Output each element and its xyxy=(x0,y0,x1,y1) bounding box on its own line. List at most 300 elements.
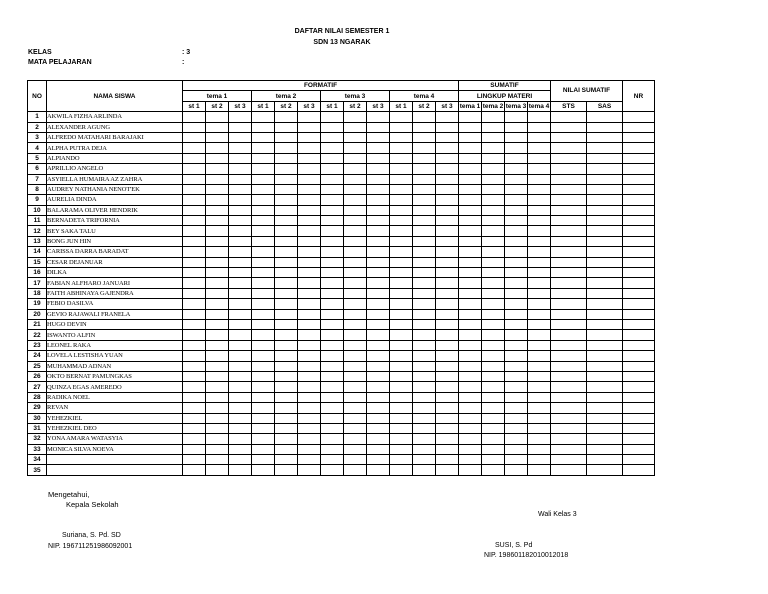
grade-cell[interactable] xyxy=(623,174,655,184)
grade-cell[interactable] xyxy=(623,226,655,236)
grade-cell[interactable] xyxy=(206,174,229,184)
grade-cell[interactable] xyxy=(344,413,367,423)
grade-cell[interactable] xyxy=(252,330,275,340)
grade-cell[interactable] xyxy=(183,143,206,153)
grade-cell[interactable] xyxy=(206,195,229,205)
grade-cell[interactable] xyxy=(229,288,252,298)
grade-cell[interactable] xyxy=(275,319,298,329)
grade-cell[interactable] xyxy=(275,392,298,402)
grade-cell[interactable] xyxy=(183,299,206,309)
grade-cell[interactable] xyxy=(206,361,229,371)
grade-cell[interactable] xyxy=(321,184,344,194)
grade-cell[interactable] xyxy=(390,434,413,444)
grade-cell[interactable] xyxy=(252,371,275,381)
grade-cell[interactable] xyxy=(505,444,528,454)
grade-cell[interactable] xyxy=(528,361,551,371)
grade-cell[interactable] xyxy=(551,340,587,350)
grade-cell[interactable] xyxy=(505,184,528,194)
grade-cell[interactable] xyxy=(505,153,528,163)
grade-cell[interactable] xyxy=(459,371,482,381)
grade-cell[interactable] xyxy=(413,299,436,309)
grade-cell[interactable] xyxy=(252,216,275,226)
grade-cell[interactable] xyxy=(229,216,252,226)
grade-cell[interactable] xyxy=(298,236,321,246)
grade-cell[interactable] xyxy=(623,236,655,246)
grade-cell[interactable] xyxy=(551,288,587,298)
grade-cell[interactable] xyxy=(298,351,321,361)
grade-cell[interactable] xyxy=(321,278,344,288)
grade-cell[interactable] xyxy=(551,112,587,122)
grade-cell[interactable] xyxy=(275,403,298,413)
grade-cell[interactable] xyxy=(528,465,551,475)
grade-cell[interactable] xyxy=(623,299,655,309)
grade-cell[interactable] xyxy=(367,236,390,246)
grade-cell[interactable] xyxy=(413,268,436,278)
grade-cell[interactable] xyxy=(344,122,367,132)
grade-cell[interactable] xyxy=(344,423,367,433)
grade-cell[interactable] xyxy=(367,361,390,371)
grade-cell[interactable] xyxy=(623,465,655,475)
grade-cell[interactable] xyxy=(459,278,482,288)
grade-cell[interactable] xyxy=(367,268,390,278)
grade-cell[interactable] xyxy=(229,174,252,184)
grade-cell[interactable] xyxy=(321,351,344,361)
grade-cell[interactable] xyxy=(459,205,482,215)
grade-cell[interactable] xyxy=(229,226,252,236)
grade-cell[interactable] xyxy=(390,361,413,371)
grade-cell[interactable] xyxy=(390,164,413,174)
grade-cell[interactable] xyxy=(252,413,275,423)
grade-cell[interactable] xyxy=(505,403,528,413)
grade-cell[interactable] xyxy=(367,403,390,413)
grade-cell[interactable] xyxy=(229,143,252,153)
grade-cell[interactable] xyxy=(413,423,436,433)
grade-cell[interactable] xyxy=(459,143,482,153)
grade-cell[interactable] xyxy=(623,392,655,402)
grade-cell[interactable] xyxy=(551,423,587,433)
grade-cell[interactable] xyxy=(505,351,528,361)
grade-cell[interactable] xyxy=(551,382,587,392)
grade-cell[interactable] xyxy=(344,164,367,174)
grade-cell[interactable] xyxy=(344,226,367,236)
grade-cell[interactable] xyxy=(623,351,655,361)
grade-cell[interactable] xyxy=(436,184,459,194)
grade-cell[interactable] xyxy=(436,278,459,288)
grade-cell[interactable] xyxy=(436,195,459,205)
grade-cell[interactable] xyxy=(206,247,229,257)
grade-cell[interactable] xyxy=(321,216,344,226)
grade-cell[interactable] xyxy=(206,205,229,215)
grade-cell[interactable] xyxy=(623,122,655,132)
grade-cell[interactable] xyxy=(390,413,413,423)
grade-cell[interactable] xyxy=(459,319,482,329)
grade-cell[interactable] xyxy=(505,288,528,298)
grade-cell[interactable] xyxy=(344,216,367,226)
grade-cell[interactable] xyxy=(587,143,623,153)
grade-cell[interactable] xyxy=(298,112,321,122)
grade-cell[interactable] xyxy=(298,195,321,205)
grade-cell[interactable] xyxy=(390,351,413,361)
grade-cell[interactable] xyxy=(551,371,587,381)
grade-cell[interactable] xyxy=(298,340,321,350)
grade-cell[interactable] xyxy=(252,319,275,329)
grade-cell[interactable] xyxy=(482,423,505,433)
grade-cell[interactable] xyxy=(321,205,344,215)
grade-cell[interactable] xyxy=(551,174,587,184)
grade-cell[interactable] xyxy=(229,309,252,319)
grade-cell[interactable] xyxy=(587,132,623,142)
grade-cell[interactable] xyxy=(298,455,321,465)
grade-cell[interactable] xyxy=(623,361,655,371)
grade-cell[interactable] xyxy=(298,423,321,433)
grade-cell[interactable] xyxy=(229,247,252,257)
grade-cell[interactable] xyxy=(436,257,459,267)
grade-cell[interactable] xyxy=(229,423,252,433)
grade-cell[interactable] xyxy=(390,330,413,340)
grade-cell[interactable] xyxy=(229,340,252,350)
grade-cell[interactable] xyxy=(252,257,275,267)
grade-cell[interactable] xyxy=(298,444,321,454)
grade-cell[interactable] xyxy=(367,205,390,215)
grade-cell[interactable] xyxy=(206,319,229,329)
grade-cell[interactable] xyxy=(344,371,367,381)
grade-cell[interactable] xyxy=(436,309,459,319)
grade-cell[interactable] xyxy=(229,413,252,423)
grade-cell[interactable] xyxy=(229,164,252,174)
grade-cell[interactable] xyxy=(183,195,206,205)
grade-cell[interactable] xyxy=(390,455,413,465)
grade-cell[interactable] xyxy=(505,122,528,132)
grade-cell[interactable] xyxy=(321,112,344,122)
grade-cell[interactable] xyxy=(390,340,413,350)
grade-cell[interactable] xyxy=(298,309,321,319)
grade-cell[interactable] xyxy=(298,330,321,340)
grade-cell[interactable] xyxy=(528,184,551,194)
grade-cell[interactable] xyxy=(390,247,413,257)
grade-cell[interactable] xyxy=(459,236,482,246)
grade-cell[interactable] xyxy=(413,309,436,319)
grade-cell[interactable] xyxy=(390,216,413,226)
grade-cell[interactable] xyxy=(183,122,206,132)
grade-cell[interactable] xyxy=(505,247,528,257)
grade-cell[interactable] xyxy=(206,403,229,413)
grade-cell[interactable] xyxy=(229,392,252,402)
grade-cell[interactable] xyxy=(321,226,344,236)
grade-cell[interactable] xyxy=(528,392,551,402)
grade-cell[interactable] xyxy=(206,278,229,288)
grade-cell[interactable] xyxy=(528,434,551,444)
grade-cell[interactable] xyxy=(459,112,482,122)
grade-cell[interactable] xyxy=(252,122,275,132)
grade-cell[interactable] xyxy=(459,403,482,413)
grade-cell[interactable] xyxy=(229,112,252,122)
grade-cell[interactable] xyxy=(206,330,229,340)
grade-cell[interactable] xyxy=(413,288,436,298)
grade-cell[interactable] xyxy=(367,319,390,329)
grade-cell[interactable] xyxy=(206,143,229,153)
grade-cell[interactable] xyxy=(275,205,298,215)
grade-cell[interactable] xyxy=(367,423,390,433)
grade-cell[interactable] xyxy=(367,371,390,381)
grade-cell[interactable] xyxy=(436,455,459,465)
grade-cell[interactable] xyxy=(551,268,587,278)
grade-cell[interactable] xyxy=(298,216,321,226)
grade-cell[interactable] xyxy=(623,132,655,142)
grade-cell[interactable] xyxy=(505,174,528,184)
grade-cell[interactable] xyxy=(252,236,275,246)
grade-cell[interactable] xyxy=(436,153,459,163)
grade-cell[interactable] xyxy=(413,226,436,236)
grade-cell[interactable] xyxy=(436,371,459,381)
grade-cell[interactable] xyxy=(436,143,459,153)
grade-cell[interactable] xyxy=(298,143,321,153)
grade-cell[interactable] xyxy=(459,423,482,433)
grade-cell[interactable] xyxy=(436,236,459,246)
grade-cell[interactable] xyxy=(551,205,587,215)
grade-cell[interactable] xyxy=(413,340,436,350)
grade-cell[interactable] xyxy=(505,268,528,278)
grade-cell[interactable] xyxy=(298,382,321,392)
grade-cell[interactable] xyxy=(623,143,655,153)
grade-cell[interactable] xyxy=(298,174,321,184)
grade-cell[interactable] xyxy=(482,403,505,413)
grade-cell[interactable] xyxy=(275,195,298,205)
grade-cell[interactable] xyxy=(587,205,623,215)
grade-cell[interactable] xyxy=(623,403,655,413)
grade-cell[interactable] xyxy=(252,143,275,153)
grade-cell[interactable] xyxy=(623,216,655,226)
grade-cell[interactable] xyxy=(252,247,275,257)
grade-cell[interactable] xyxy=(183,216,206,226)
grade-cell[interactable] xyxy=(482,184,505,194)
grade-cell[interactable] xyxy=(321,392,344,402)
grade-cell[interactable] xyxy=(275,112,298,122)
grade-cell[interactable] xyxy=(528,216,551,226)
grade-cell[interactable] xyxy=(587,455,623,465)
grade-cell[interactable] xyxy=(298,257,321,267)
grade-cell[interactable] xyxy=(298,247,321,257)
grade-cell[interactable] xyxy=(229,444,252,454)
grade-cell[interactable] xyxy=(587,371,623,381)
grade-cell[interactable] xyxy=(206,153,229,163)
grade-cell[interactable] xyxy=(275,413,298,423)
grade-cell[interactable] xyxy=(390,122,413,132)
grade-cell[interactable] xyxy=(321,195,344,205)
grade-cell[interactable] xyxy=(321,319,344,329)
grade-cell[interactable] xyxy=(551,236,587,246)
grade-cell[interactable] xyxy=(183,257,206,267)
grade-cell[interactable] xyxy=(413,330,436,340)
grade-cell[interactable] xyxy=(623,423,655,433)
grade-cell[interactable] xyxy=(482,309,505,319)
grade-cell[interactable] xyxy=(505,361,528,371)
grade-cell[interactable] xyxy=(459,392,482,402)
grade-cell[interactable] xyxy=(459,382,482,392)
grade-cell[interactable] xyxy=(413,382,436,392)
grade-cell[interactable] xyxy=(252,455,275,465)
grade-cell[interactable] xyxy=(505,143,528,153)
grade-cell[interactable] xyxy=(551,132,587,142)
grade-cell[interactable] xyxy=(390,132,413,142)
grade-cell[interactable] xyxy=(413,455,436,465)
grade-cell[interactable] xyxy=(298,184,321,194)
grade-cell[interactable] xyxy=(459,257,482,267)
grade-cell[interactable] xyxy=(321,174,344,184)
grade-cell[interactable] xyxy=(183,288,206,298)
grade-cell[interactable] xyxy=(298,434,321,444)
grade-cell[interactable] xyxy=(229,184,252,194)
grade-cell[interactable] xyxy=(344,444,367,454)
grade-cell[interactable] xyxy=(459,132,482,142)
grade-cell[interactable] xyxy=(505,205,528,215)
grade-cell[interactable] xyxy=(298,226,321,236)
grade-cell[interactable] xyxy=(623,268,655,278)
grade-cell[interactable] xyxy=(344,153,367,163)
grade-cell[interactable] xyxy=(436,122,459,132)
grade-cell[interactable] xyxy=(275,455,298,465)
grade-cell[interactable] xyxy=(252,226,275,236)
grade-cell[interactable] xyxy=(413,205,436,215)
grade-cell[interactable] xyxy=(344,403,367,413)
grade-cell[interactable] xyxy=(459,309,482,319)
grade-cell[interactable] xyxy=(390,112,413,122)
grade-cell[interactable] xyxy=(206,434,229,444)
grade-cell[interactable] xyxy=(482,371,505,381)
grade-cell[interactable] xyxy=(229,330,252,340)
grade-cell[interactable] xyxy=(321,257,344,267)
grade-cell[interactable] xyxy=(623,330,655,340)
grade-cell[interactable] xyxy=(505,392,528,402)
grade-cell[interactable] xyxy=(183,444,206,454)
grade-cell[interactable] xyxy=(482,195,505,205)
grade-cell[interactable] xyxy=(551,122,587,132)
grade-cell[interactable] xyxy=(367,465,390,475)
grade-cell[interactable] xyxy=(436,361,459,371)
grade-cell[interactable] xyxy=(413,413,436,423)
grade-cell[interactable] xyxy=(390,268,413,278)
grade-cell[interactable] xyxy=(587,340,623,350)
grade-cell[interactable] xyxy=(482,465,505,475)
grade-cell[interactable] xyxy=(321,361,344,371)
grade-cell[interactable] xyxy=(183,330,206,340)
grade-cell[interactable] xyxy=(482,205,505,215)
grade-cell[interactable] xyxy=(482,164,505,174)
grade-cell[interactable] xyxy=(344,174,367,184)
grade-cell[interactable] xyxy=(528,143,551,153)
grade-cell[interactable] xyxy=(298,205,321,215)
grade-cell[interactable] xyxy=(551,216,587,226)
grade-cell[interactable] xyxy=(344,455,367,465)
grade-cell[interactable] xyxy=(587,164,623,174)
grade-cell[interactable] xyxy=(252,444,275,454)
grade-cell[interactable] xyxy=(505,132,528,142)
grade-cell[interactable] xyxy=(505,319,528,329)
grade-cell[interactable] xyxy=(229,278,252,288)
grade-cell[interactable] xyxy=(436,216,459,226)
grade-cell[interactable] xyxy=(183,164,206,174)
grade-cell[interactable] xyxy=(505,216,528,226)
grade-cell[interactable] xyxy=(528,330,551,340)
grade-cell[interactable] xyxy=(321,444,344,454)
grade-cell[interactable] xyxy=(505,455,528,465)
grade-cell[interactable] xyxy=(183,351,206,361)
grade-cell[interactable] xyxy=(623,112,655,122)
grade-cell[interactable] xyxy=(587,361,623,371)
grade-cell[interactable] xyxy=(344,330,367,340)
grade-cell[interactable] xyxy=(367,216,390,226)
grade-cell[interactable] xyxy=(321,455,344,465)
grade-cell[interactable] xyxy=(528,403,551,413)
grade-cell[interactable] xyxy=(587,413,623,423)
grade-cell[interactable] xyxy=(459,174,482,184)
grade-cell[interactable] xyxy=(528,351,551,361)
grade-cell[interactable] xyxy=(275,164,298,174)
grade-cell[interactable] xyxy=(275,236,298,246)
grade-cell[interactable] xyxy=(587,153,623,163)
grade-cell[interactable] xyxy=(623,382,655,392)
grade-cell[interactable] xyxy=(413,195,436,205)
grade-cell[interactable] xyxy=(206,309,229,319)
grade-cell[interactable] xyxy=(275,434,298,444)
grade-cell[interactable] xyxy=(390,184,413,194)
grade-cell[interactable] xyxy=(413,403,436,413)
grade-cell[interactable] xyxy=(459,351,482,361)
grade-cell[interactable] xyxy=(275,247,298,257)
grade-cell[interactable] xyxy=(229,319,252,329)
grade-cell[interactable] xyxy=(344,392,367,402)
grade-cell[interactable] xyxy=(252,340,275,350)
grade-cell[interactable] xyxy=(587,288,623,298)
grade-cell[interactable] xyxy=(413,174,436,184)
grade-cell[interactable] xyxy=(551,413,587,423)
grade-cell[interactable] xyxy=(623,319,655,329)
grade-cell[interactable] xyxy=(551,195,587,205)
grade-cell[interactable] xyxy=(390,226,413,236)
grade-cell[interactable] xyxy=(344,434,367,444)
grade-cell[interactable] xyxy=(321,465,344,475)
grade-cell[interactable] xyxy=(229,351,252,361)
grade-cell[interactable] xyxy=(551,257,587,267)
grade-cell[interactable] xyxy=(321,330,344,340)
grade-cell[interactable] xyxy=(321,371,344,381)
grade-cell[interactable] xyxy=(551,319,587,329)
grade-cell[interactable] xyxy=(436,392,459,402)
grade-cell[interactable] xyxy=(390,382,413,392)
grade-cell[interactable] xyxy=(551,444,587,454)
grade-cell[interactable] xyxy=(183,247,206,257)
grade-cell[interactable] xyxy=(482,392,505,402)
grade-cell[interactable] xyxy=(482,153,505,163)
grade-cell[interactable] xyxy=(390,278,413,288)
grade-cell[interactable] xyxy=(459,455,482,465)
grade-cell[interactable] xyxy=(183,112,206,122)
grade-cell[interactable] xyxy=(459,299,482,309)
grade-cell[interactable] xyxy=(275,184,298,194)
grade-cell[interactable] xyxy=(551,164,587,174)
grade-cell[interactable] xyxy=(413,361,436,371)
grade-cell[interactable] xyxy=(206,216,229,226)
grade-cell[interactable] xyxy=(623,205,655,215)
grade-cell[interactable] xyxy=(206,299,229,309)
grade-cell[interactable] xyxy=(587,112,623,122)
grade-cell[interactable] xyxy=(321,122,344,132)
grade-cell[interactable] xyxy=(275,371,298,381)
grade-cell[interactable] xyxy=(459,361,482,371)
grade-cell[interactable] xyxy=(344,143,367,153)
grade-cell[interactable] xyxy=(183,132,206,142)
grade-cell[interactable] xyxy=(505,112,528,122)
grade-cell[interactable] xyxy=(459,288,482,298)
